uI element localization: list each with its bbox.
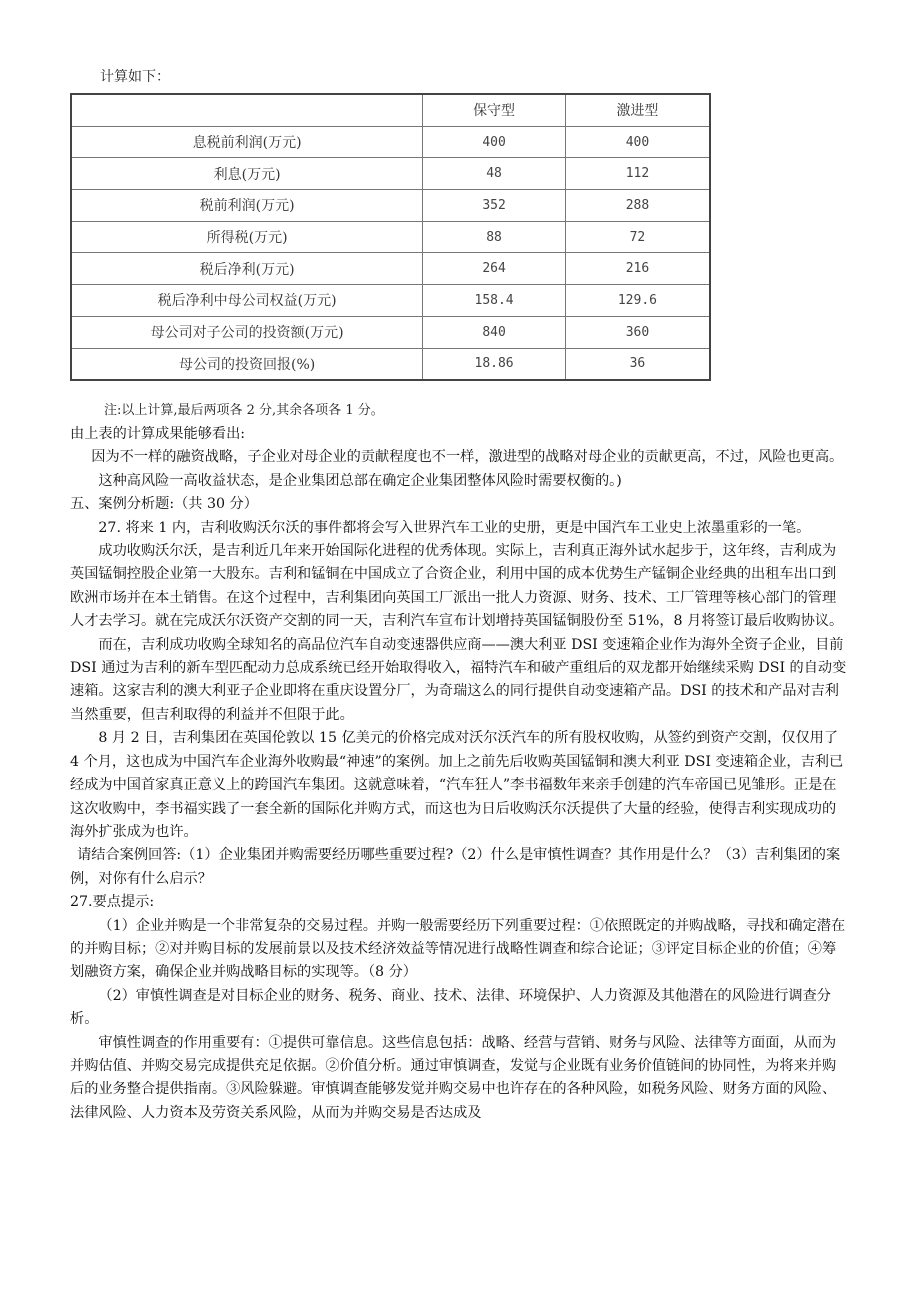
scoring-note: 注:以上计算,最后两项各 2 分,其余各项各 1 分。 <box>104 403 384 418</box>
table-row <box>71 158 710 190</box>
table-row <box>71 253 710 285</box>
aggressive-value: 360 <box>565 316 710 348</box>
body-text <box>70 423 850 1125</box>
conservative-value: 400 <box>423 126 566 158</box>
paragraph: 27. 将来 1 内，吉利收购沃尔沃的事件都将会写入世界汽车工业的史册，更是中国汽车工业史上浓墨重彩的一笔。 <box>98 519 811 536</box>
paragraph: 因为不一样的融资战略，子企业对母企业的贡献程度也不一样，激进型的战略对母企业的贡献更高，不过，风险也更高。 <box>91 449 844 466</box>
paragraph: 8 月 2 日，吉利集团在英国伦敦以 15 亿美元的价格完成对沃尔沃汽车的所有股权收购，从签约到资产交割，仅仅用了 4 个月，这也成为中国汽车企业海外收购最“神速”的案例。加上之前先后收购英国锰铜和澳大利亚 DSI 变速箱企业，吉利已经成为中国首家真正意义上的跨国汽车集团。这就意味着，“汽车狂人”李书福数年来亲手创建的汽车帝国已见雏形。正是在这次收购中，李书福实践了一套全新的国际化并购方式，而这也为日后收购沃尔沃提供了大量的经验，使得吉利实现成功的海外扩张成为也许。 <box>70 730 844 840</box>
conservative-value: 88 <box>423 221 566 253</box>
aggressive-value: 129.6 <box>565 285 710 317</box>
aggressive-value: 400 <box>565 126 710 158</box>
table-row <box>71 126 710 158</box>
paragraph: 审慎性调查的作用重要有：①提供可靠信息。这些信息包括：战略、经营与营销、财务与风险、法律等方面面，从而为并购估值、并购交易完成提供充足依据。②价值分析。通过审慎调查，发觉与企业既有业务价值链间的协同性，为将来并购后的业务整合提供指南。③风险躲避。审慎调查能够发觉并购交易中也许存在的各种风险，如税务风险、财务方面的风险、法律风险、人力资本及劳资关系风险，从而为并购交易是否达成及 <box>70 1034 837 1121</box>
paragraph: 而在，吉利成功收购全球知名的高品位汽车自动变速器供应商——澳大利亚 DSI 变速箱企业作为海外全资子企业，目前 DSI 通过为吉利的新车型匹配动力总成系统已经开始取得收入，福特汽车和破产重组后的双龙都开始继续采购 DSI 的自动变速箱。这家吉利的澳大利亚子企业即将在重庆设置分厂，为奇瑞这么的同行提供自动变速箱产品。DSI 的技术和产品对吉利当然重要，但吉利取得的利益并不但限于此。 <box>70 636 847 723</box>
aggressive-value: 36 <box>565 348 710 380</box>
paragraph: （1）企业并购是一个非常复杂的交易过程。并购一般需要经历下列重要过程：①依照既定的并购战略，寻找和确定潜在的并购目标；②对并购目标的发展前景以及技术经济效益等情况进行战略性调查和综合论证；③评定目标企业的价值；④筹划融资方案，确保企业并购战略目标的实现等。（8 分） <box>70 917 846 981</box>
conservative-value: 352 <box>423 190 566 222</box>
paragraph: 由上表的计算成果能够看出: <box>70 426 246 442</box>
row-label: 税后净利(万元) <box>71 253 423 285</box>
intro-text: 计算如下： <box>100 69 170 85</box>
aggressive-value: 216 <box>565 253 710 285</box>
answer-heading: 27.要点提示: <box>70 894 155 911</box>
row-label: 母公司对子公司的投资额(万元) <box>71 316 423 348</box>
table-row <box>71 190 710 222</box>
row-label: 利息(万元) <box>71 158 423 190</box>
paragraph: 成功收购沃尔沃，是吉利近几年来开始国际化进程的优秀体现。实际上，吉利真正海外试水起步于，这年终，吉利成为英国锰铜控股企业第一大股东。吉利和锰铜在中国成立了合资企业，利用中国的成本优势生产锰铜企业经典的出租车出口到欧洲市场并在本土销售。在这个过程中，吉利集团向英国工厂派出一批人力资源、财务、技术、工厂管理等核心部门的管理人才去学习。就在完成沃尔沃资产交割的同一天，吉利汽车宣布计划增持英国锰铜股份至 51%，8 月将签订最后收购协议。 <box>70 543 844 630</box>
conservative-value: 158.4 <box>423 285 566 317</box>
row-label: 母公司的投资回报(%) <box>71 348 423 380</box>
table-header-aggressive: 激进型 <box>565 94 710 126</box>
aggressive-value: 288 <box>565 190 710 222</box>
table-row <box>71 285 710 317</box>
conservative-value: 48 <box>423 158 566 190</box>
table-header-blank <box>71 94 423 126</box>
calculation-table <box>70 93 711 381</box>
conservative-value: 18.86 <box>423 348 566 380</box>
table-header-conservative: 保守型 <box>423 94 566 126</box>
paragraph: （2）审慎性调查是对目标企业的财务、税务、商业、技术、法律、环境保护、人力资源及其他潜在的风险进行调查分析。 <box>70 987 831 1028</box>
row-label: 息税前利润(万元) <box>71 126 423 158</box>
aggressive-value: 112 <box>565 158 710 190</box>
table-row <box>71 348 710 380</box>
paragraph: 这种高风险一高收益状态，是企业集团总部在确定企业集团整体风险时需要权衡的。) <box>98 472 622 489</box>
table-header-row <box>71 94 710 126</box>
row-label: 税后净利中母公司权益(万元) <box>71 285 423 317</box>
table-row <box>71 221 710 253</box>
aggressive-value: 72 <box>565 221 710 253</box>
row-label: 所得税(万元) <box>71 221 423 253</box>
question: 请结合案例回答:（1）企业集团并购需要经历哪些重要过程?（2）什么是审慎性调查？其作用是什么？（3）吉利集团的案例，对你有什么启示？ <box>70 847 841 887</box>
table-row <box>71 316 710 348</box>
section-heading: 五、案例分析题:（共 30 分） <box>70 496 258 513</box>
row-label: 税前利润(万元) <box>71 190 423 222</box>
conservative-value: 840 <box>423 316 566 348</box>
conservative-value: 264 <box>423 253 566 285</box>
